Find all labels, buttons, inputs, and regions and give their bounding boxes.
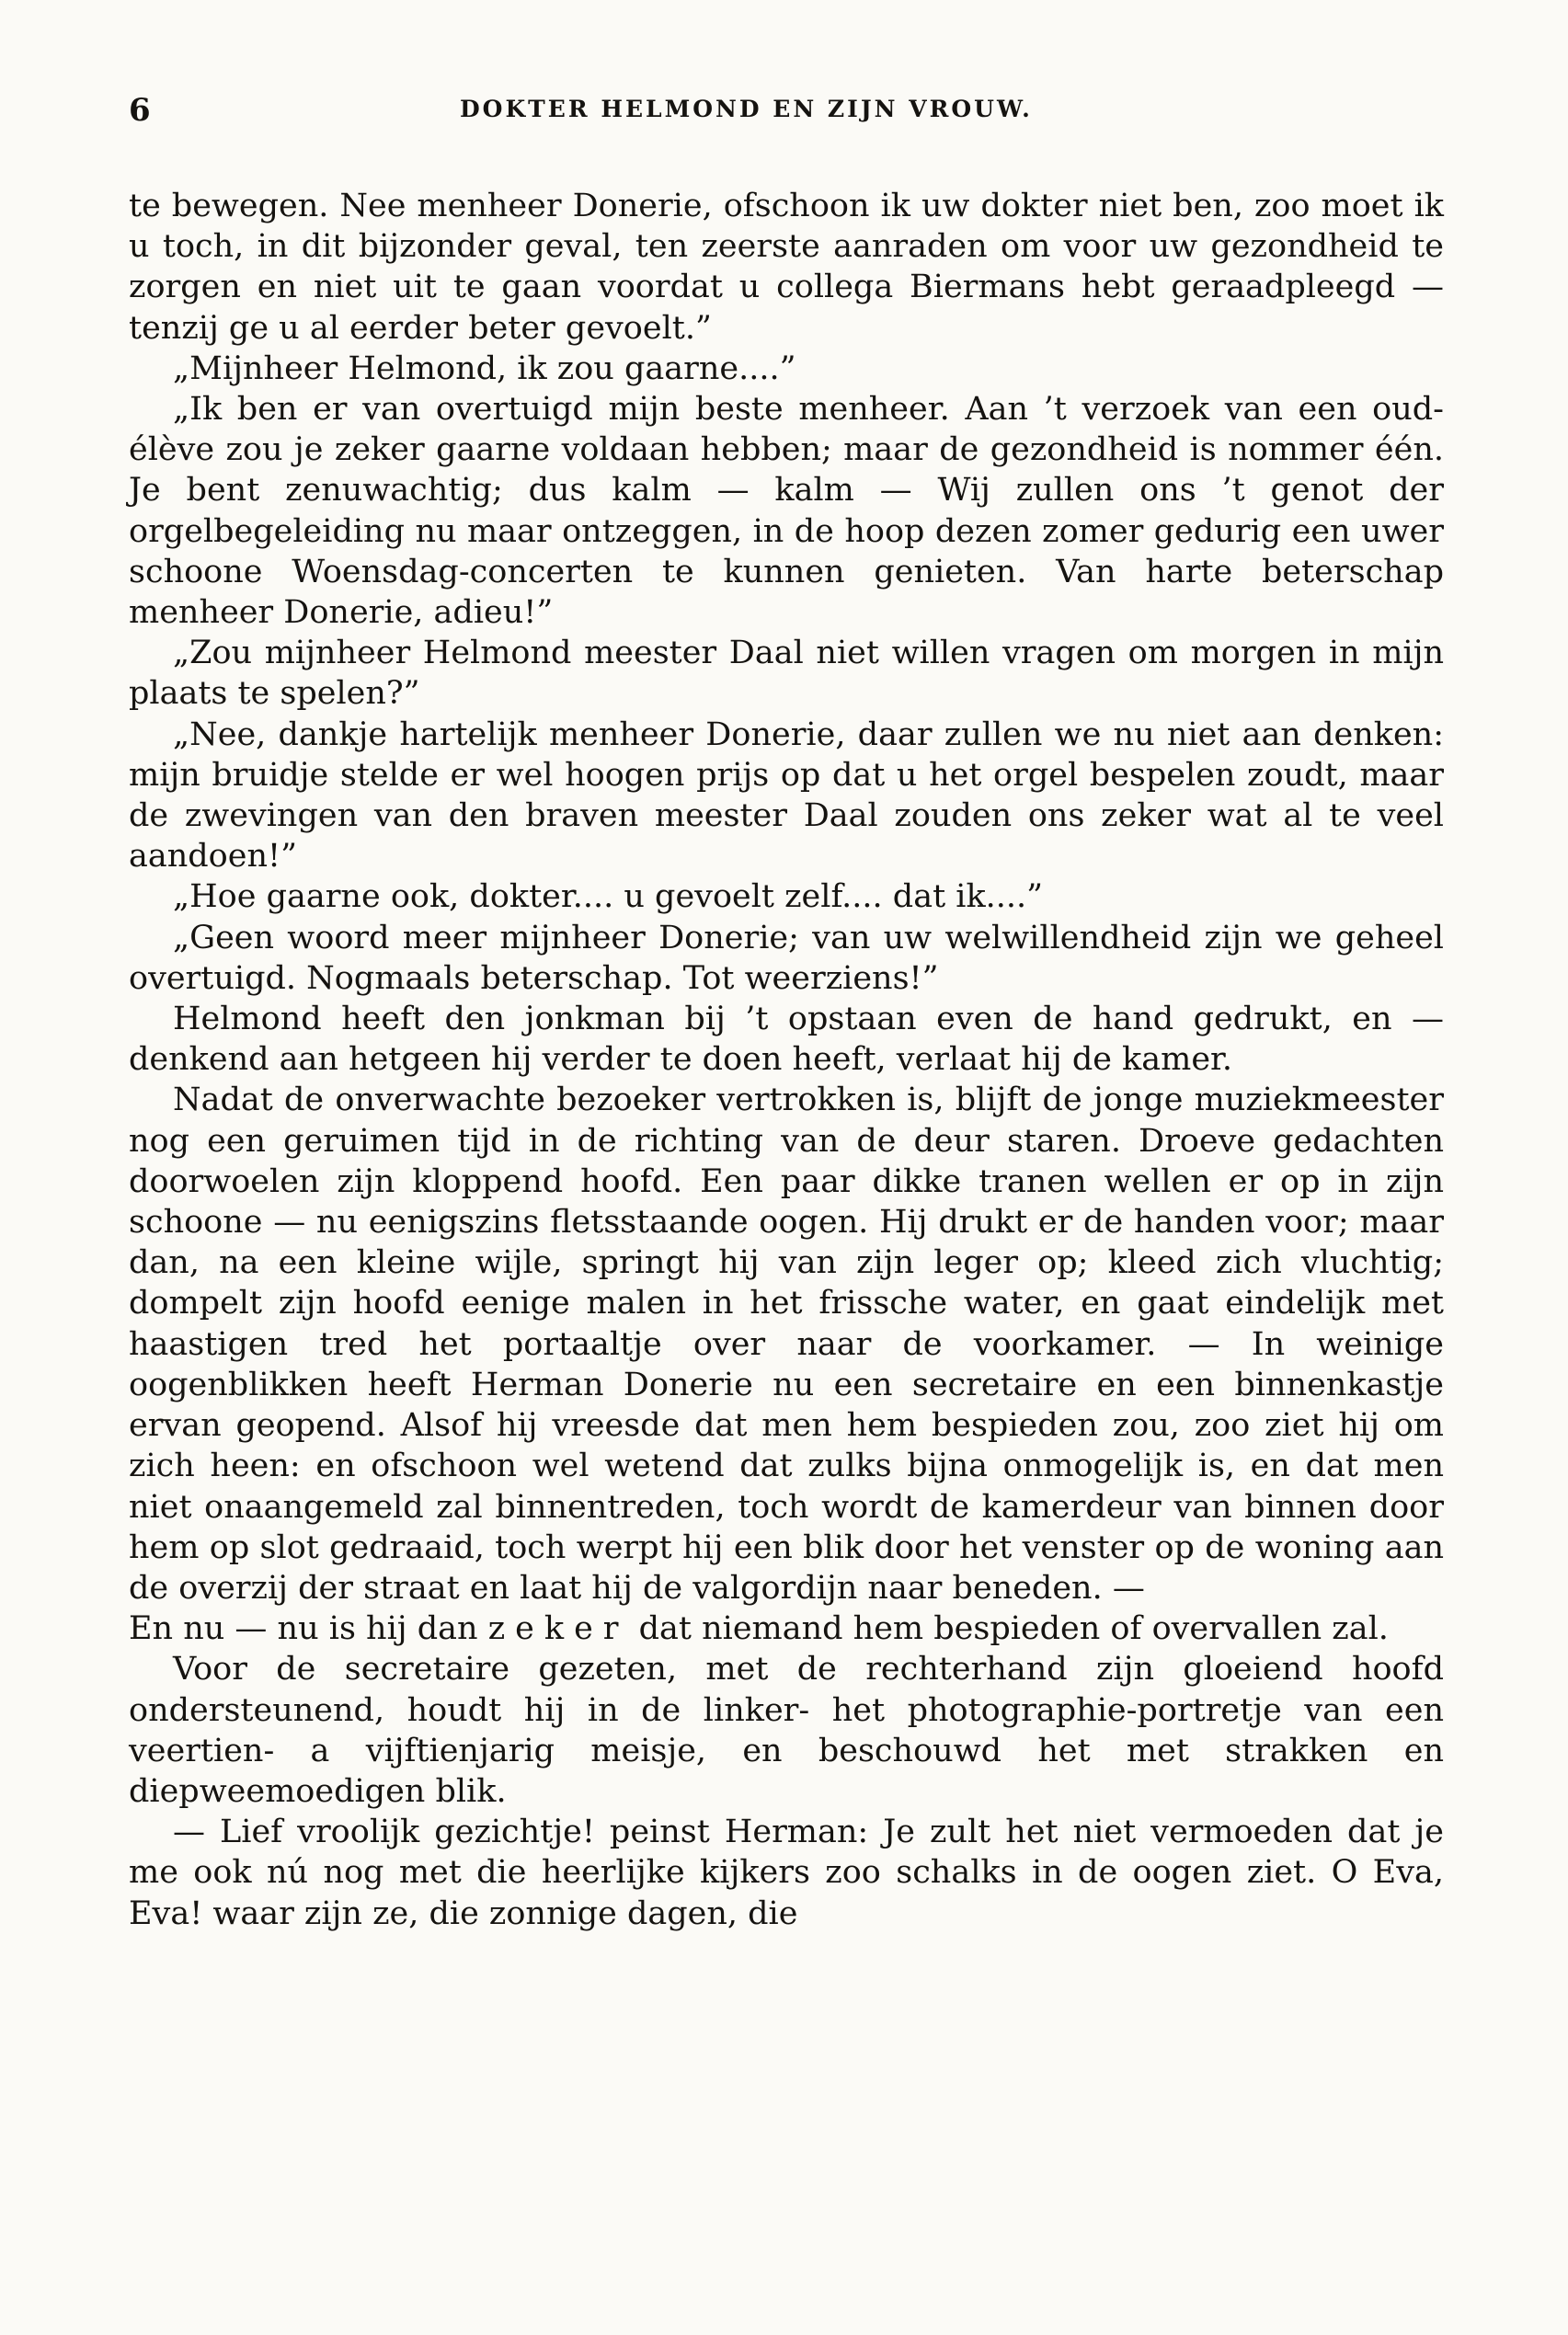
- running-title: DOKTER HELMOND EN ZIJN VROUW.: [460, 96, 1033, 122]
- paragraph: Helmond heeft den jonkman bij ’t opstaan even de hand gedrukt, en — denkend aan hetgeen hij verder te doen heeft, verlaat hij de kamer.: [129, 1001, 1444, 1079]
- paragraph-dialogue: „Geen woord meer mijnheer Donerie; van uw welwillendheid zijn we geheel overtuigd. Nogmaals beterschap. Tot weerziens!”: [129, 919, 1444, 997]
- paragraph-continued-spaced: [129, 1608, 1444, 1649]
- paragraph: Voor de secretaire gezeten, met de rechterhand zijn gloeiend hoofd ondersteunend, houdt hij in de linker- het photographie-portretje van een veertien- a vijftienjarig meisje, en beschouwd het met strakken en diepweemoedigen blik.: [129, 1651, 1444, 1810]
- page-header: [129, 92, 1444, 136]
- page-number: 6: [129, 92, 152, 129]
- paragraph-dialogue: „Ik ben er van overtuigd mijn beste menheer. Aan ’t verzoek van een oud-élève zou je zeker gaarne voldaan hebben; maar de gezondheid is nommer één. Je bent zenuwachtig; dus kalm — kalm — Wij zullen ons ’t genot der orgelbegeleiding nu maar ontzeggen, in de hoop dezen zomer gedurig een uwer schoone Woensdag-concerten te kunnen genieten. Van harte beterschap menheer Donerie, adieu!”: [129, 391, 1444, 632]
- emphasized-word: zeker: [487, 1610, 629, 1648]
- body-text: [129, 186, 1444, 1934]
- text-fragment: dat niemand hem bespieden of overvallen zal.: [628, 1610, 1389, 1648]
- text-fragment: En nu — nu is hij dan: [129, 1610, 488, 1648]
- paragraph: Nadat de onverwachte bezoeker vertrokken is, blijft de jonge muziekmeester nog een geruimen tijd in de richting van de deur staren. Droeve gedachten doorwoelen zijn kloppend hoofd. Een paar dikke tranen wellen er op in zijn schoone — nu eenigszins fletsstaande oogen. Hij drukt er de handen voor; maar dan, na een kleine wijle, springt hij van zijn leger op; kleed zich vluchtig; dompelt zijn hoofd eenige malen in het frissche water, en gaat eindelijk met haastigen tred het portaaltje over naar de voorkamer. — In weinige oogenblikken heeft Herman Donerie nu een secretaire en een binnenkastje ervan geopend. Alsof hij vreesde dat men hem bespieden zou, zoo ziet hij om zich heen: en ofschoon wel wetend dat zulks bijna onmogelijk is, en dat men niet onaangemeld zal binnentreden, toch wordt de kamerdeur van binnen door hem op slot gedraaid, toch werpt hij een blik door het venster op de woning aan de overzij der straat en laat hij de valgordijn naar beneden. —: [129, 1082, 1444, 1607]
- paragraph-dialogue: „Nee, dankje hartelijk menheer Donerie, daar zullen we nu niet aan denken: mijn bruidje stelde er wel hoogen prijs op dat u het orgel bespelen zoudt, maar de zwevingen van den braven meester Daal zouden ons zeker wat al te veel aandoen!”: [129, 715, 1444, 876]
- paragraph: — Lief vroolijk gezichtje! peinst Herman: Je zult het niet vermoeden dat je me ook nú nog met die heerlijke kijkers zoo schalks in de oogen ziet. O Eva, Eva! waar zijn ze, die zonnige dagen, die: [129, 1814, 1444, 1932]
- paragraph-continued: te bewegen. Nee menheer Donerie, ofschoon ik uw dokter niet ben, zoo moet ik u toch, in dit bijzonder geval, ten zeerste aanraden om voor uw gezondheid te zorgen en niet uit te gaan voordat u collega Biermans hebt geraadpleegd — tenzij ge u al eerder beter gevoelt.”: [129, 188, 1444, 347]
- paragraph-dialogue: „Zou mijnheer Helmond meester Daal niet willen vragen om morgen in mijn plaats te spelen?”: [129, 635, 1444, 713]
- paragraph-dialogue: „Mijnheer Helmond, ik zou gaarne....”: [173, 349, 796, 387]
- paragraph-dialogue: „Hoe gaarne ook, dokter.... u gevoelt zelf.... dat ik....”: [173, 878, 1044, 916]
